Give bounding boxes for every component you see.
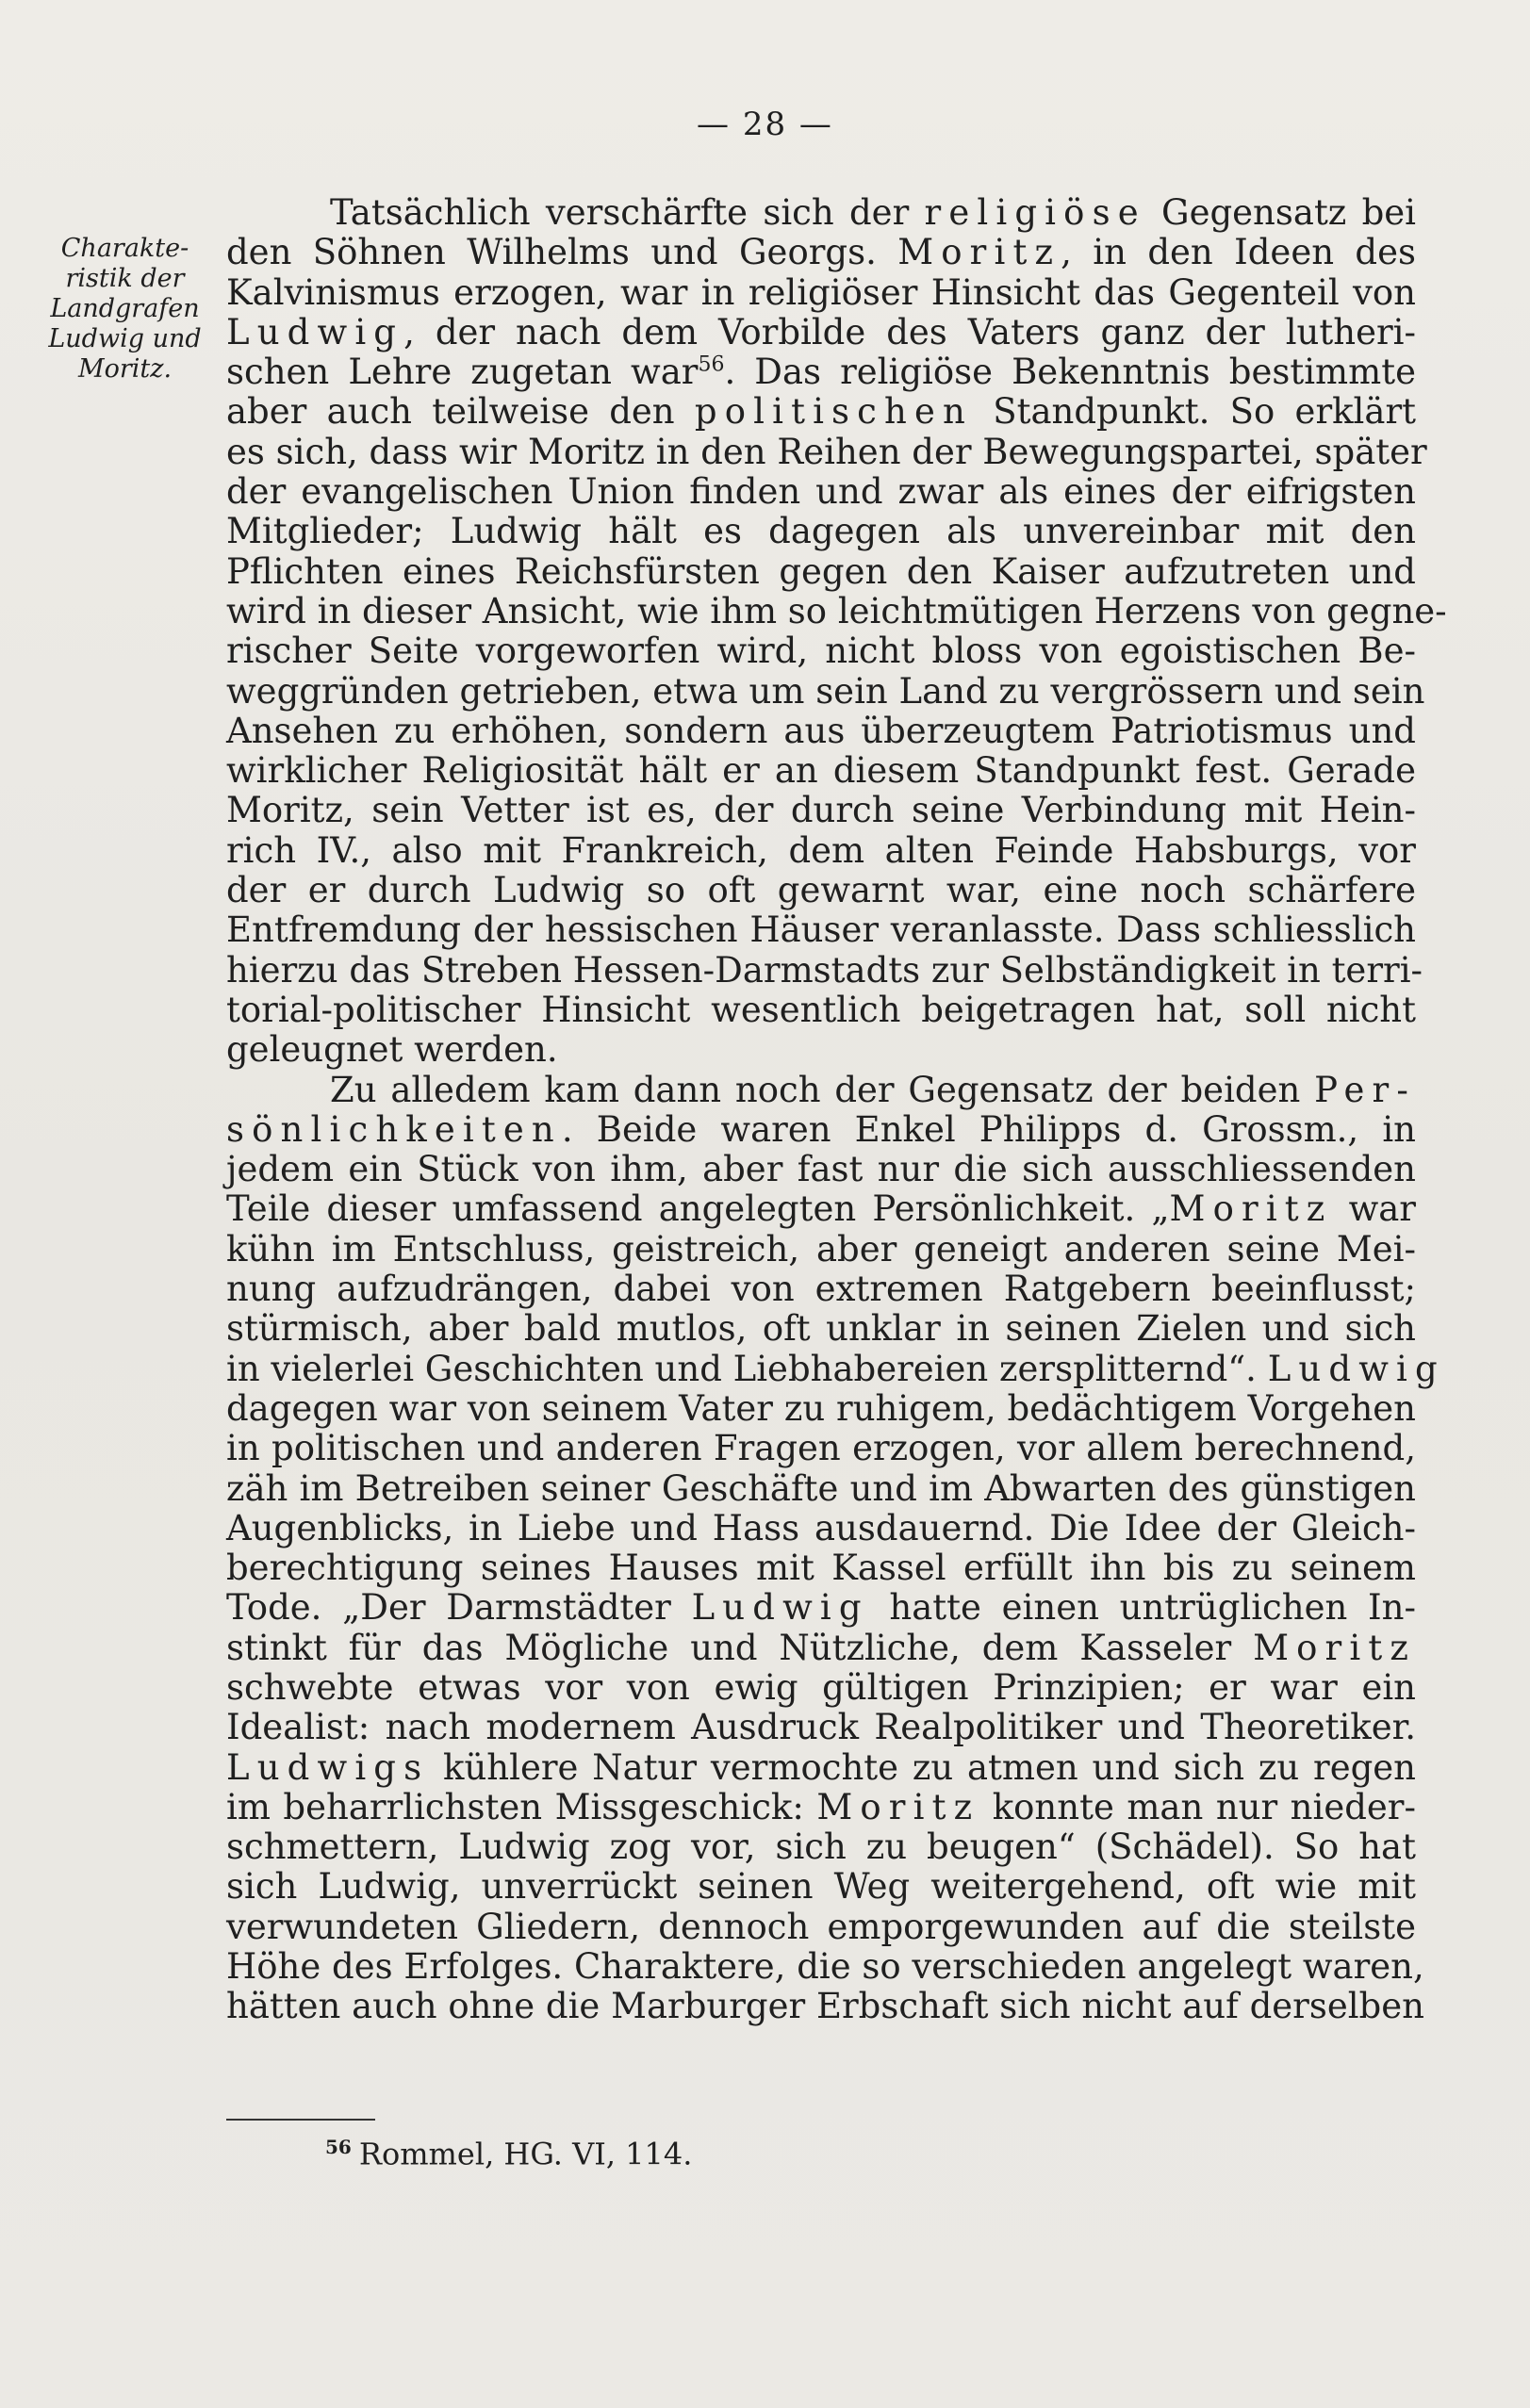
text-line: aber auch teilweise den politischen Standpunkt. So erklärt <box>226 391 1416 433</box>
text-line: Tatsächlich verschärfte sich der religiöse Gegensatz bei <box>330 192 1416 233</box>
text-line: dagegen war von seinem Vater zu ruhigem, bedächtigem Vorgehen <box>226 1387 1416 1429</box>
margin-note <box>38 234 212 385</box>
text-line: Höhe des Erfolges. Charaktere, die so verschieden angelegt waren, <box>226 1946 1424 1988</box>
footnote-text: Rommel, HG. VI, 114. <box>358 2136 693 2172</box>
text-line: Tode. „Der Darmstädter Ludwig hatte einen untrüglichen In- <box>226 1587 1416 1629</box>
text-line: es sich, dass wir Moritz in den Reihen der Bewegungspartei, später <box>226 431 1427 472</box>
text-line: wirklicher Religiosität hält er an diesem Standpunkt fest. Gerade <box>226 750 1416 792</box>
emphasized-name: Moritz <box>897 232 1061 273</box>
text-line: Idealist: nach modernem Ausdruck Realpolitiker und Theoretiker. <box>226 1707 1416 1748</box>
text-segment: schen Lehre zugetan war <box>226 352 699 393</box>
text-line: schwebte etwas vor von ewig gültigen Prinzipien; er war ein <box>226 1666 1416 1708</box>
margin-note-line: Charakte- <box>60 234 189 263</box>
margin-note-line: Ludwig und <box>48 324 202 353</box>
text-line: der evangelischen Union finden und zwar als eines der eifrigsten <box>226 471 1416 513</box>
text-line: Ansehen zu erhöhen, sondern aus überzeugtem Patriotismus und <box>226 710 1416 751</box>
emphasized-name: religiöse <box>924 192 1146 233</box>
footnote-divider <box>226 2119 375 2121</box>
margin-note-line: Moritz. <box>77 354 173 384</box>
text-line: hätten auch ohne die Marburger Erbschaft sich nicht auf derselben <box>226 1986 1424 2027</box>
margin-note-line: ristik der <box>65 264 185 293</box>
text-line: verwundeten Gliedern, dennoch emporgewunden auf die steilste <box>226 1906 1416 1947</box>
text-line-with-footnote <box>226 352 1416 392</box>
text-line: Pflichten eines Reichsfürsten gegen den Kaiser aufzutreten und <box>226 550 1416 592</box>
text-line: der er durch Ludwig so oft gewarnt war, eine noch schärfere <box>226 870 1416 911</box>
text-line: jedem ein Stück von ihm, aber fast nur die sich ausschliessenden <box>226 1149 1416 1190</box>
text-line: Entfremdung der hessischen Häuser veranlasste. Dass schliesslich <box>226 909 1416 951</box>
text-line: wird in dieser Ansicht, wie ihm so leichtmütigen Herzens von gegne- <box>226 590 1447 631</box>
text-line: stürmisch, aber bald mutlos, oft unklar in seinen Zielen und sich <box>226 1308 1416 1350</box>
text-line: zäh im Betreiben seiner Geschäfte und im Abwarten des günstigen <box>226 1467 1416 1509</box>
footnote <box>325 2128 692 2173</box>
text-line: in vielerlei Geschichten und Liebhabereien zersplitternd“. Ludwig <box>226 1348 1445 1389</box>
text-line: Mitglieder; Ludwig hält es dagegen als unvereinbar mit den <box>226 511 1416 552</box>
emphasized-name: sönlichkeiten <box>226 1108 562 1150</box>
text-line: sönlichkeiten. Beide waren Enkel Philipps d. Grossm., in <box>226 1108 1416 1150</box>
emphasized-name: Moritz <box>1169 1188 1333 1230</box>
text-line: stinkt für das Mögliche und Nützliche, dem Kasseler Moritz <box>226 1627 1416 1668</box>
text-line: Moritz, sein Vetter ist es, der durch seine Verbindung mit Hein- <box>226 790 1416 831</box>
emphasized-name: Ludwig <box>691 1587 869 1629</box>
emphasized-name: Per- <box>1314 1069 1416 1110</box>
emphasized-name: Moritz <box>816 1786 980 1827</box>
text-line: Augenblicks, in Liebe und Hass ausdauernd. Die Idee der Gleich- <box>226 1507 1416 1548</box>
text-line: Ludwigs kühlere Natur vermochte zu atmen und sich zu regen <box>226 1746 1416 1788</box>
text-line: kühn im Entschluss, geistreich, aber geneigt anderen seine Mei- <box>226 1228 1416 1270</box>
text-line: schmettern, Ludwig zog vor, sich zu beugen“ (Schädel). So hat <box>226 1826 1416 1868</box>
footnote-number: 56 <box>325 2136 352 2158</box>
text-line: sich Ludwig, unverrückt seinen Weg weitergehend, oft wie mit <box>226 1866 1416 1908</box>
text-line: weggründen getrieben, etwa um sein Land zu vergrössern und sein <box>226 670 1425 712</box>
text-line: im beharrlichsten Missgeschick: Moritz konnte man nur nieder- <box>226 1786 1416 1827</box>
text-line: in politischen und anderen Fragen erzogen, vor allem berechnend, <box>226 1428 1416 1469</box>
text-line: berechtigung seines Hauses mit Kassel erfüllt ihn bis zu seinem <box>226 1548 1416 1589</box>
text-line: Ludwig, der nach dem Vorbilde des Vaters ganz der lutheri- <box>226 311 1416 352</box>
page-number: — 28 — <box>697 106 833 143</box>
emphasized-name: politischen <box>694 391 974 433</box>
emphasized-name: Moritz <box>1253 1627 1416 1668</box>
text-line: den Söhnen Wilhelms und Georgs. Moritz, in den Ideen des <box>226 232 1416 273</box>
text-line: rich IV., also mit Frankreich, dem alten Feinde Habsburgs, vor <box>226 829 1416 871</box>
text-line: hierzu das Streben Hessen-Darmstadts zur Selbständigkeit in terri- <box>226 949 1423 991</box>
emphasized-name: Ludwig <box>1267 1348 1445 1389</box>
text-line: nung aufzudrängen, dabei von extremen Ratgebern beeinflusst; <box>226 1269 1416 1310</box>
text-line: rischer Seite vorgeworfen wird, nicht bloss von egoistischen Be- <box>226 631 1416 672</box>
emphasized-name: Ludwig <box>226 311 404 352</box>
text-line: Zu alledem kam dann noch der Gegensatz der beiden Per- <box>330 1069 1416 1110</box>
footnote-reference: 56 <box>698 352 725 377</box>
emphasized-name: Ludwigs <box>226 1746 430 1788</box>
text-line: geleugnet werden. <box>226 1029 558 1071</box>
text-segment: . Das religiöse Bekenntnis bestimmte <box>724 352 1416 393</box>
text-line: Kalvinismus erzogen, war in religiöser Hinsicht das Gegenteil von <box>226 271 1416 313</box>
text-line: torial-politischer Hinsicht wesentlich beigetragen hat, soll nicht <box>226 989 1416 1030</box>
body-text <box>226 192 1447 2027</box>
text-line: Teile dieser umfassend angelegten Persönlichkeit. „Moritz war <box>226 1188 1416 1230</box>
margin-note-line: Landgrafen <box>50 294 200 323</box>
